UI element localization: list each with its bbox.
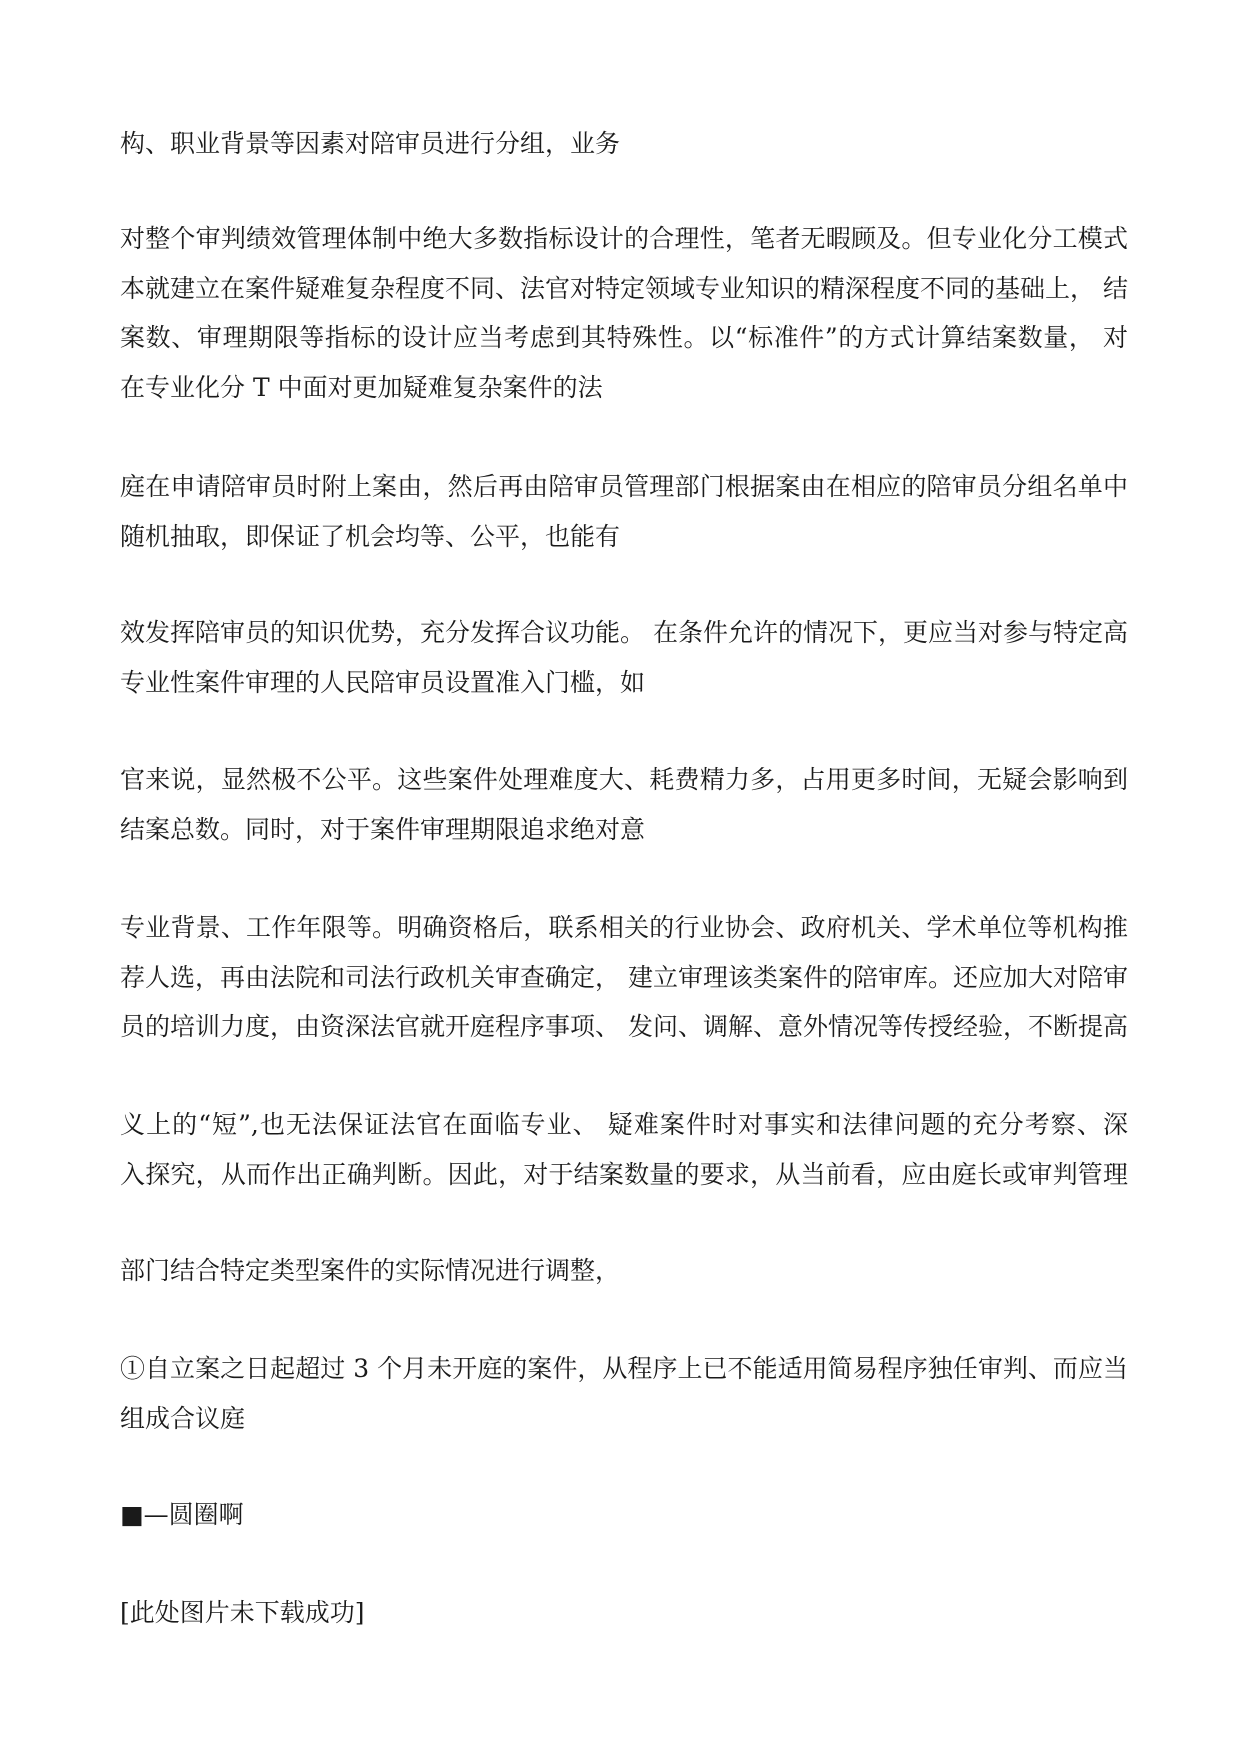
text-line: 随机抽取，即保证了机会均等、公平，也能有 [120, 521, 621, 551]
paragraph-1 [120, 119, 1128, 169]
paragraph-10 [120, 1490, 1128, 1540]
paragraph-3 [120, 462, 1128, 561]
text-line: 员的培训力度，由资深法官就开庭程序事项、 发问、调解、意外情况等传授经验，不断提高 [120, 1012, 1128, 1042]
text-line: 组成合议庭 [120, 1403, 246, 1433]
text-line: 构、职业背景等因素对陪审员进行分组，业务 [120, 129, 621, 158]
text-line: 本就建立在案件疑难复杂程度不同、法官对特定领域专业知识的精深程度不同的基础上， 结 [120, 273, 1128, 303]
paragraph-8 [120, 1246, 1128, 1296]
paragraph-5 [120, 755, 1128, 854]
text-line: 专业背景、工作年限等。明确资格后，联系相关的行业协会、政府机关、学术单位等机构推 [120, 913, 1128, 942]
text-line: 对整个审判绩效管理体制中绝大多数指标设计的合理性，笔者无暇顾及。但专业化分工模式 [120, 224, 1128, 253]
text-line: 入探究，从而作出正确判断。因此，对于结案数量的要求，从当前看，应由庭长或审判管理 [120, 1159, 1128, 1189]
paragraph-9 [120, 1344, 1128, 1443]
text-line: [此处图片未下载成功] [120, 1598, 365, 1627]
text-line: 在专业化分 T 中面对更加疑难复杂案件的法 [120, 372, 603, 402]
text-line: 部门结合特定类型案件的实际情况进行调整， [120, 1256, 621, 1285]
text-line: 官来说，显然极不公平。这些案件处理难度大、耗费精力多，占用更多时间，无疑会影响到 [120, 765, 1128, 794]
paragraph-2 [120, 214, 1128, 412]
text-line: 义上的“短”,也无法保证法官在面临专业、 疑难案件时对事实和法律问题的充分考察、深 [120, 1110, 1128, 1139]
text-line: 荐人选，再由法院和司法行政机关审查确定， 建立审理该类案件的陪审库。还应加大对陪审 [120, 962, 1128, 992]
paragraph-7 [120, 1100, 1128, 1199]
text-line: 专业性案件审理的人民陪审员设置准入门槛，如 [120, 667, 646, 697]
text-line: ■—圆圈啊 [120, 1500, 244, 1529]
paragraph-6 [120, 903, 1128, 1052]
text-line: 结案总数。同时，对于案件审理期限追求绝对意 [120, 814, 646, 844]
paragraph-4 [120, 608, 1128, 707]
text-line: ①自立案之日起超过 3 个月未开庭的案件，从程序上已不能适用简易程序独任审判、而应当 [120, 1354, 1128, 1383]
text-line: 效发挥陪审员的知识优势，充分发挥合议功能。 在条件允许的情况下，更应当对参与特定高 [120, 618, 1128, 647]
text-line: 庭在申请陪审员时附上案由，然后再由陪审员管理部门根据案由在相应的陪审员分组名单中 [120, 472, 1128, 501]
image-placeholder-note [120, 1588, 1128, 1638]
text-line: 案数、审理期限等指标的设计应当考虑到其特殊性。以“标准件”的方式计算结案数量， 对 [120, 323, 1128, 353]
